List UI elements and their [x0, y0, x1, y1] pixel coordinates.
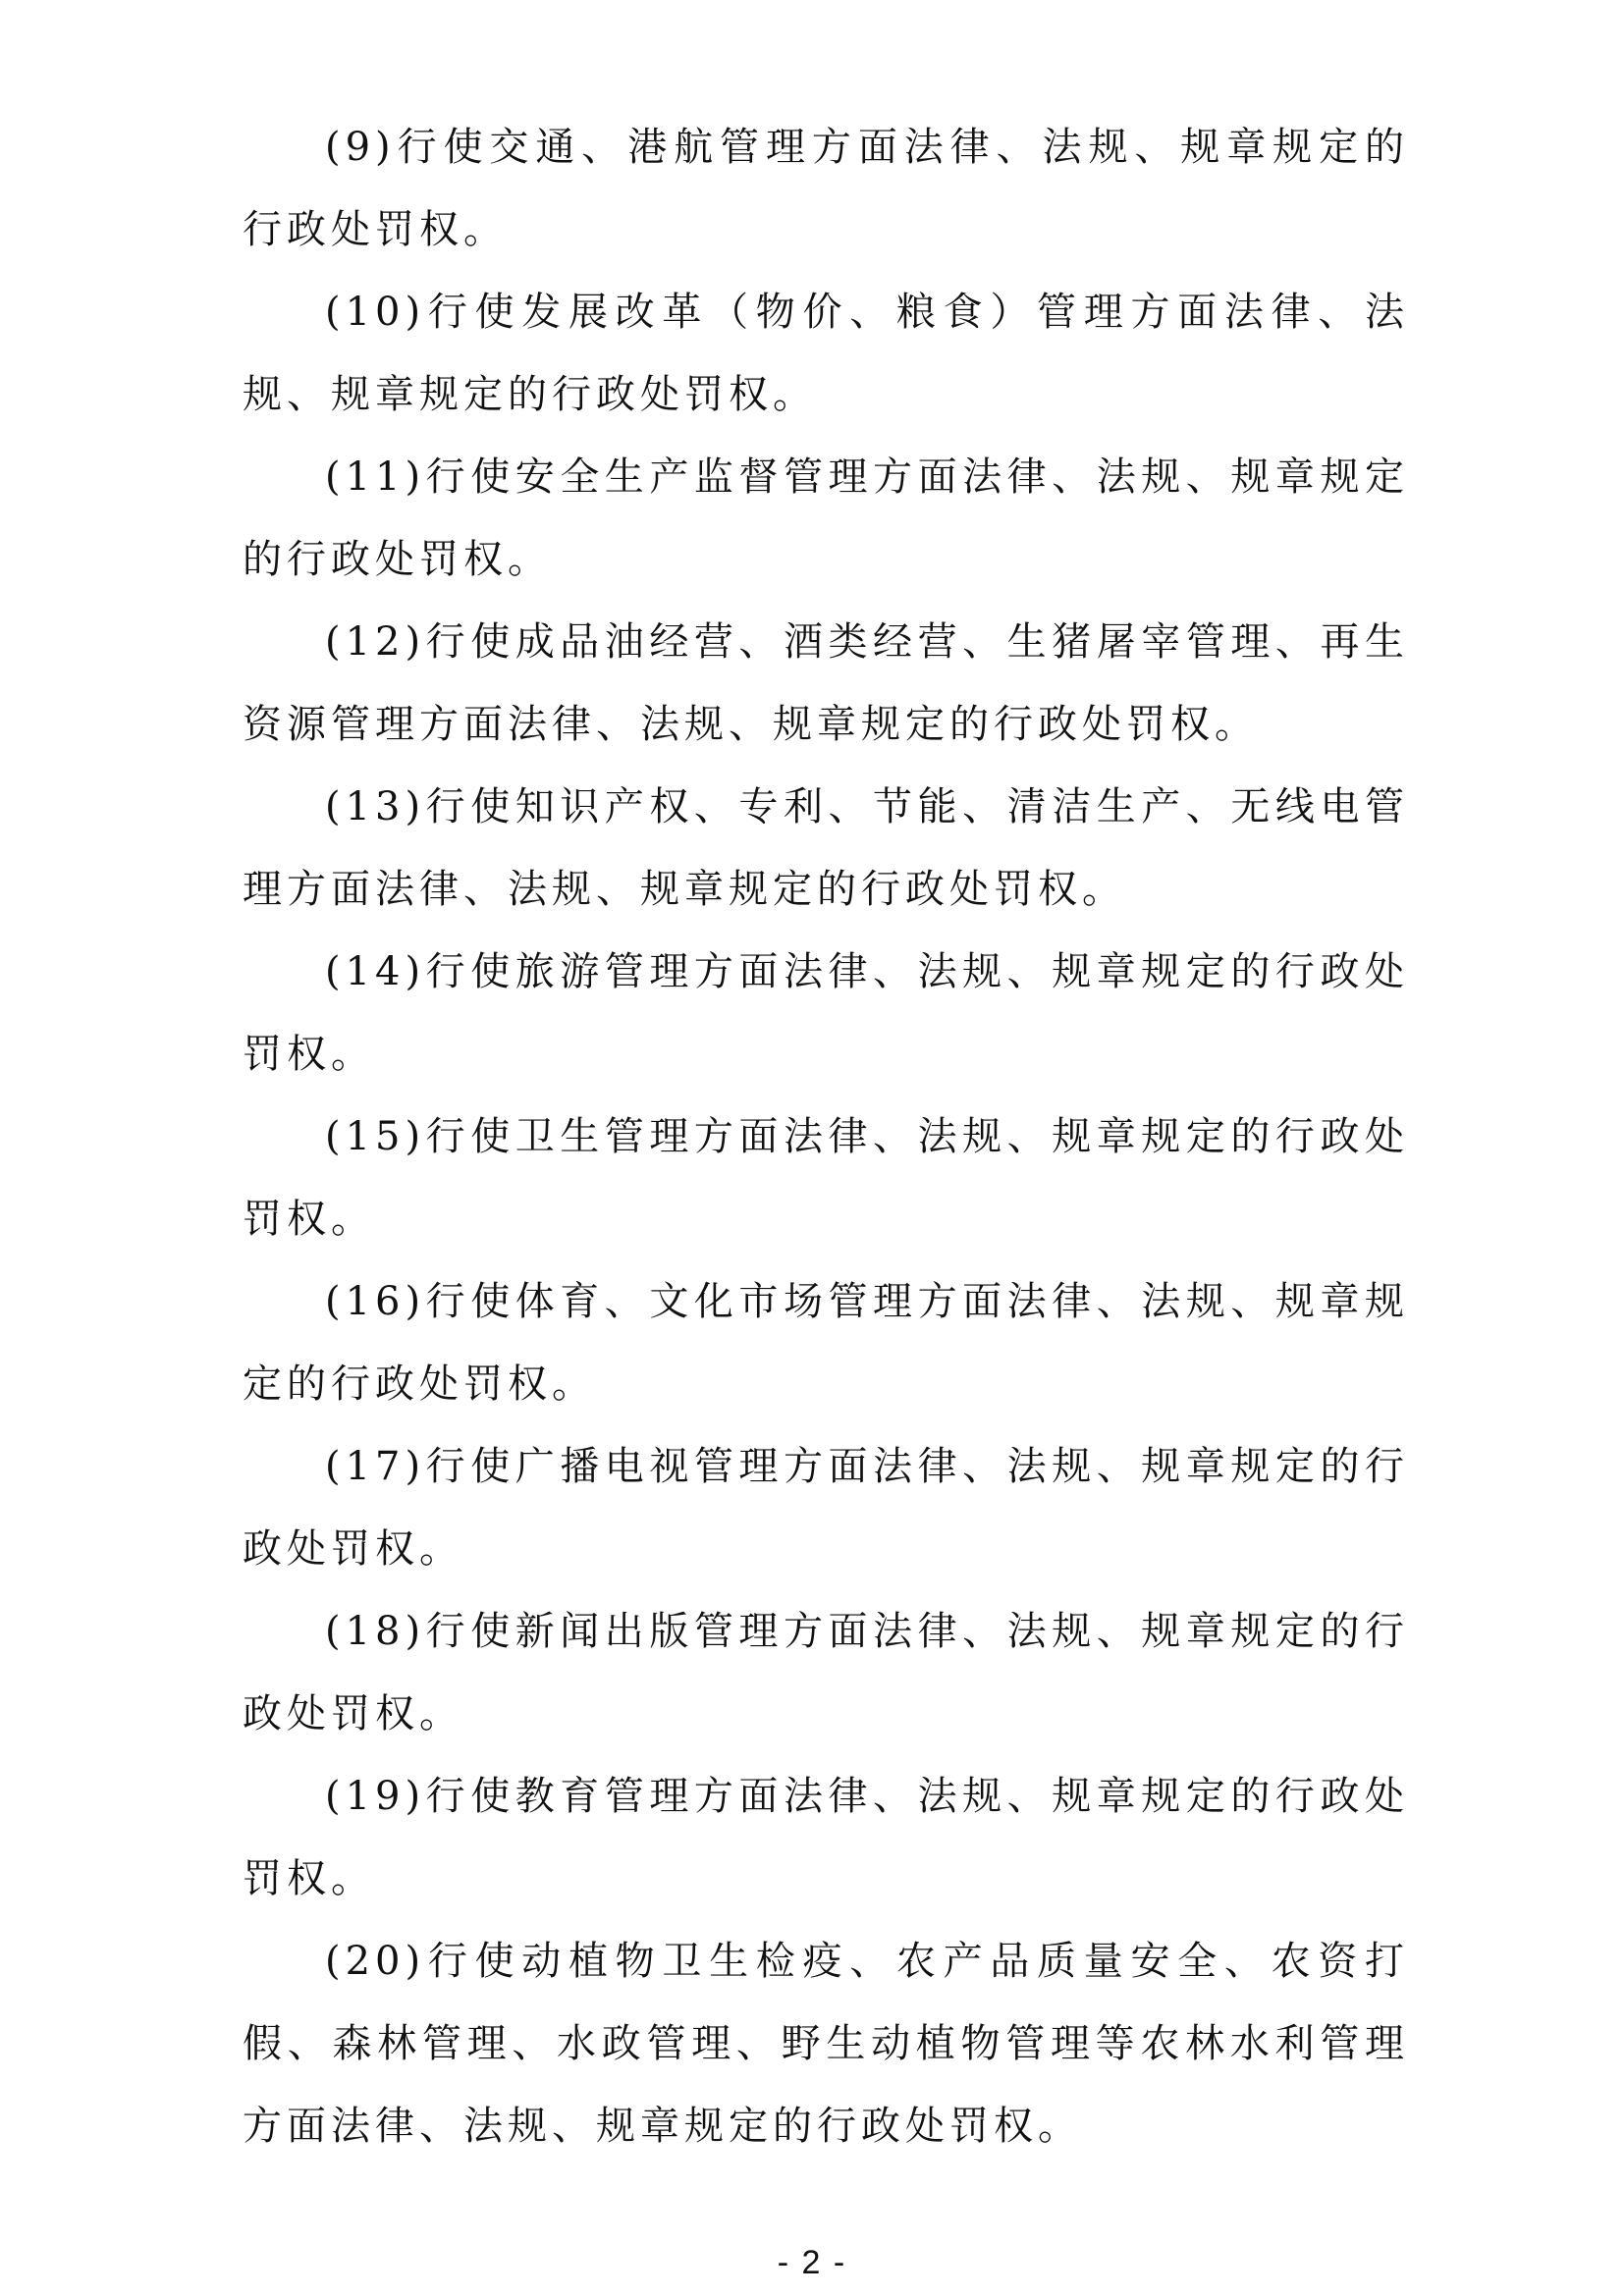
- paragraph-item-15: (15)行使卫生管理方面法律、法规、规章规定的行政处罚权。: [243, 1114, 1409, 1242]
- paragraph-item-9: (9)行使交通、港航管理方面法律、法规、规章规定的行政处罚权。: [243, 125, 1409, 252]
- paragraph-item-13: (13)行使知识产权、专利、节能、清洁生产、无线电管理方面法律、法规、规章规定的行政处罚权。: [243, 784, 1409, 912]
- paragraph-item-11: (11)行使安全生产监督管理方面法律、法规、规章规定的行政处罚权。: [243, 454, 1409, 582]
- paragraph-item-19: (19)行使教育管理方面法律、法规、规章规定的行政处罚权。: [243, 1774, 1409, 1901]
- paragraph-item-18: (18)行使新闻出版管理方面法律、法规、规章规定的行政处罚权。: [243, 1609, 1409, 1736]
- page-number: - 2 -: [777, 2244, 847, 2281]
- paragraph-item-12: (12)行使成品油经营、酒类经营、生猪屠宰管理、再生资源管理方面法律、法规、规章规定的行政处罚权。: [243, 619, 1409, 747]
- paragraph-item-17: (17)行使广播电视管理方面法律、法规、规章规定的行政处罚权。: [243, 1444, 1409, 1572]
- paragraph-item-20: (20)行使动植物卫生检疫、农产品质量安全、农资打假、森林管理、水政管理、野生动植物管理等农林水利管理方面法律、法规、规章规定的行政处罚权。: [243, 1939, 1409, 2149]
- paragraph-item-14: (14)行使旅游管理方面法律、法规、规章规定的行政处罚权。: [243, 949, 1409, 1077]
- paragraph-item-10: (10)行使发展改革（物价、粮食）管理方面法律、法规、规章规定的行政处罚权。: [243, 290, 1409, 417]
- paragraph-item-16: (16)行使体育、文化市场管理方面法律、法规、规章规定的行政处罚权。: [243, 1279, 1409, 1407]
- document-body: [243, 106, 1409, 2167]
